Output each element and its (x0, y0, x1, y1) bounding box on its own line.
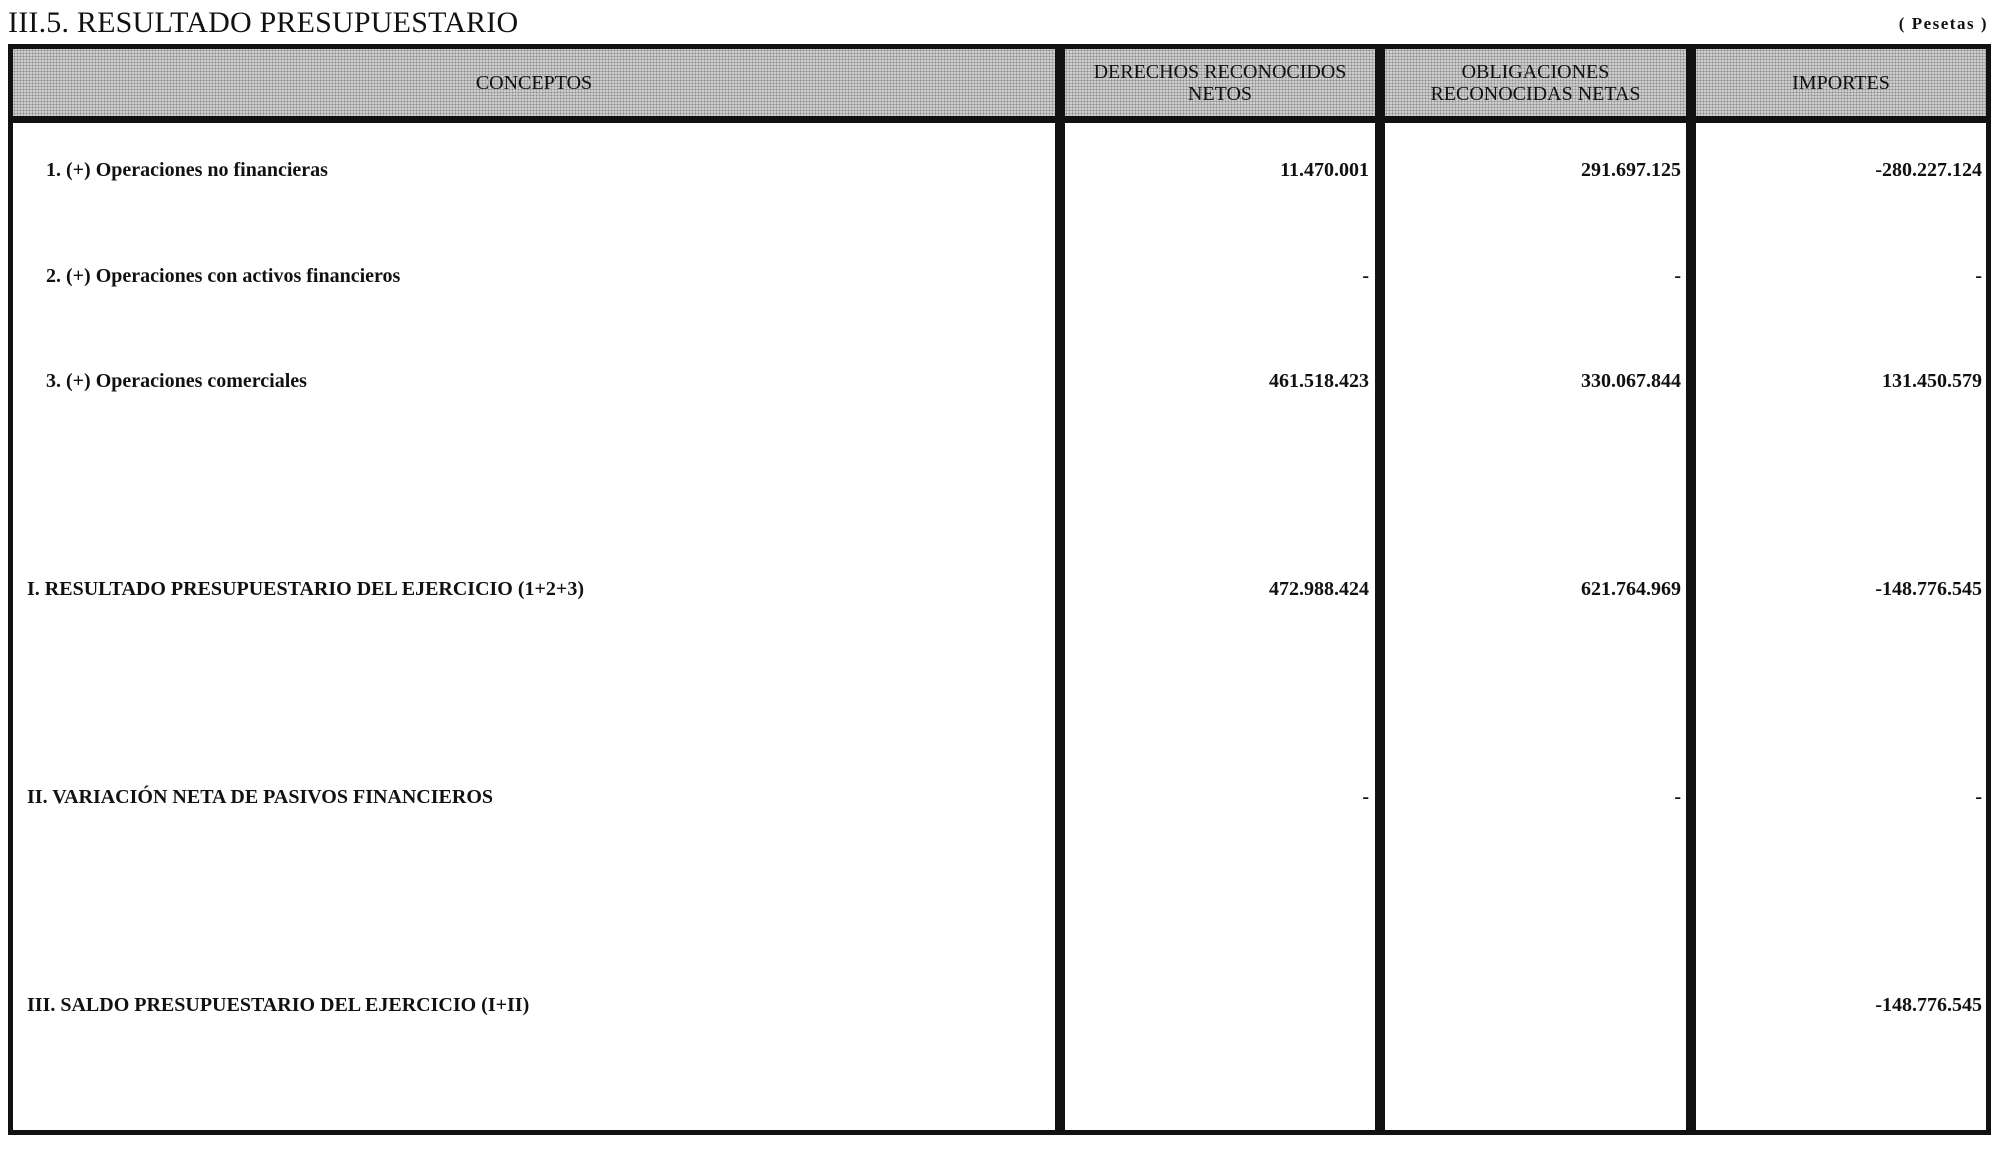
row-concepto: 1. (+) Operaciones no financieras (46, 159, 328, 181)
row-derechos: 472.988.424 (1269, 578, 1369, 600)
row-derechos: - (1362, 265, 1369, 287)
row-importes: -148.776.545 (1875, 578, 1982, 600)
row-derechos: 461.518.423 (1269, 370, 1369, 392)
row-obligaciones: 330.067.844 (1581, 370, 1681, 392)
currency-units: ( Pesetas ) (1898, 14, 1988, 33)
row-obligaciones: 291.697.125 (1581, 159, 1681, 181)
row-concepto: III. SALDO PRESUPUESTARIO DEL EJERCICIO (I+II) (27, 994, 530, 1016)
header-importes: IMPORTES (1696, 49, 1986, 116)
row-concepto: 3. (+) Operaciones comerciales (46, 370, 307, 392)
row-concepto: 2. (+) Operaciones con activos financieros (46, 265, 401, 287)
header-derechos: DERECHOS RECONOCIDOS NETOS (1065, 49, 1375, 116)
row-importes: -280.227.124 (1875, 159, 1982, 181)
table-row (13, 574, 1986, 604)
budget-result-table (8, 44, 1991, 1135)
page-title: III.5. RESULTADO PRESUPUESTARIO (8, 6, 519, 39)
table-row (13, 155, 1986, 185)
header-obligaciones: OBLIGACIONES RECONOCIDAS NETAS (1385, 49, 1686, 116)
row-importes: - (1975, 786, 1982, 808)
row-concepto: I. RESULTADO PRESUPUESTARIO DEL EJERCICIO (1+2+3) (27, 578, 584, 600)
table-row (13, 990, 1986, 1020)
row-importes: 131.450.579 (1882, 370, 1982, 392)
row-obligaciones: - (1674, 786, 1681, 808)
row-derechos: - (1362, 786, 1369, 808)
row-derechos: 11.470.001 (1280, 159, 1369, 181)
row-importes: -148.776.545 (1875, 994, 1982, 1016)
table-row (13, 782, 1986, 812)
row-obligaciones: - (1674, 265, 1681, 287)
table-row (13, 366, 1986, 396)
row-concepto: II. VARIACIÓN NETA DE PASIVOS FINANCIEROS (27, 786, 493, 808)
row-importes: - (1975, 265, 1982, 287)
header-conceptos: CONCEPTOS (13, 49, 1055, 116)
row-obligaciones: 621.764.969 (1581, 578, 1681, 600)
table-row (13, 261, 1986, 291)
